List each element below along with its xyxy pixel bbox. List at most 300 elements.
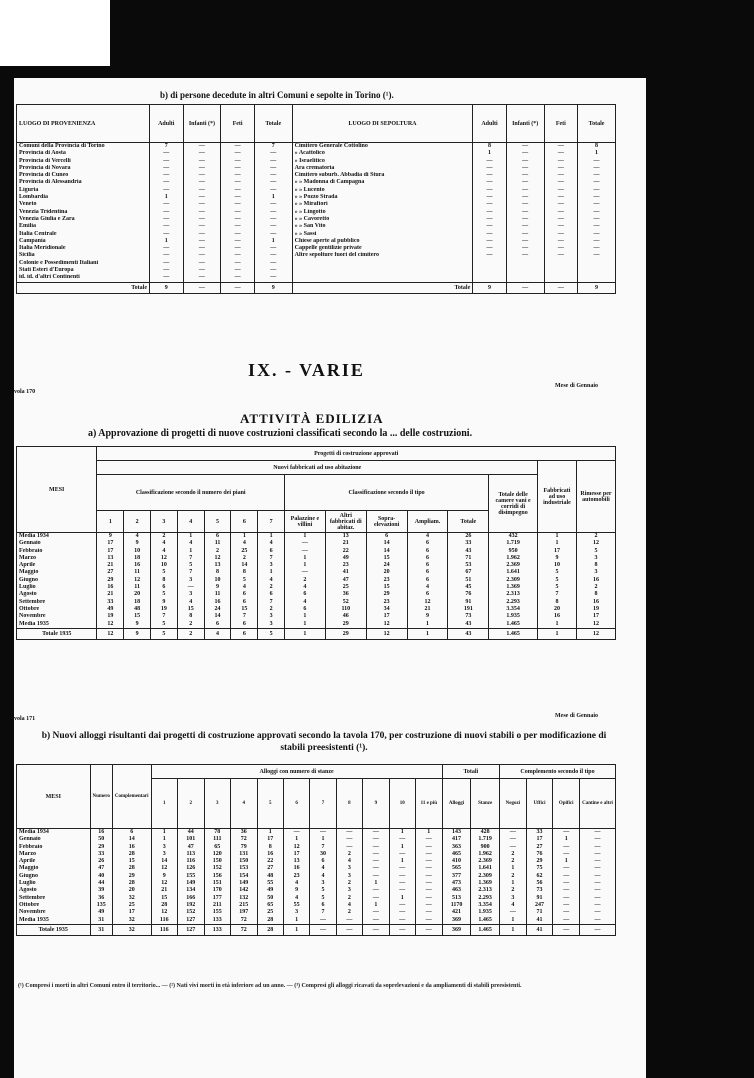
value-cell: 1 [499, 880, 526, 887]
value-cell: — [254, 252, 292, 259]
rooms-col: 11 e più [415, 779, 442, 829]
burials-row [17, 143, 616, 151]
value-cell: 15 [151, 895, 178, 902]
value-cell: 28 [112, 851, 151, 858]
value-cell: 5 [177, 562, 204, 569]
value-cell: 6 [407, 540, 448, 547]
value-cell: 153 [231, 865, 258, 872]
value-cell: 53 [448, 562, 489, 569]
value-cell: 1.962 [471, 851, 500, 858]
rooms-col: 8 [336, 779, 362, 829]
value-cell: — [499, 909, 526, 916]
total-cell: — [310, 924, 336, 935]
value-cell: — [254, 150, 292, 157]
value-cell: 116 [151, 917, 178, 925]
month-name: Settembre [17, 599, 97, 606]
empty-cell [578, 260, 616, 267]
value-cell: — [553, 895, 580, 902]
value-cell: — [221, 238, 255, 245]
value-cell: 19 [97, 613, 124, 620]
value-cell: 156 [204, 873, 231, 880]
value-cell: 2 [336, 895, 362, 902]
burials-row [17, 223, 616, 230]
value-cell: 7 [310, 909, 336, 916]
total-cell: — [544, 282, 578, 293]
month-name: Ottobre [17, 902, 91, 909]
value-cell: 152 [178, 909, 205, 916]
value-cell: 3 [258, 562, 285, 569]
value-cell: 149 [231, 880, 258, 887]
value-cell: 2.309 [471, 873, 500, 880]
value-cell: — [506, 252, 544, 259]
value-cell: — [149, 158, 183, 165]
value-cell: 20 [124, 591, 151, 598]
value-cell: 13 [97, 555, 124, 562]
value-cell: 14 [204, 613, 231, 620]
value-cell: 20 [538, 606, 577, 613]
value-cell: — [544, 165, 578, 172]
value-cell: 78 [204, 829, 231, 837]
value-cell: 9 [124, 621, 151, 629]
value-cell: 30 [310, 851, 336, 858]
value-cell: — [473, 231, 507, 238]
value-cell: 2 [258, 606, 285, 613]
month-name: Aprile [17, 858, 91, 865]
value-cell: 6 [310, 902, 336, 909]
value-cell: 14 [366, 548, 407, 555]
floors-col-3: 3 [151, 511, 178, 533]
value-cell: 17 [112, 909, 151, 916]
burials-row [17, 201, 616, 208]
burial-place-name: Cimitero suburb. Abbadia di Stura [292, 172, 473, 179]
construction-row [17, 540, 616, 547]
value-cell: 21 [151, 887, 178, 894]
col-totale: Totale [254, 105, 292, 143]
value-cell: 5 [151, 591, 178, 598]
value-cell: 10 [538, 562, 577, 569]
value-cell: 12 [97, 621, 124, 629]
value-cell: — [254, 223, 292, 230]
total-cell: 9 [473, 282, 507, 293]
value-cell: 6 [407, 548, 448, 555]
value-cell: 12 [576, 621, 615, 629]
value-cell: 45 [448, 584, 489, 591]
value-cell: 50 [90, 836, 112, 843]
value-cell: 8 [151, 577, 178, 584]
value-cell: — [578, 165, 616, 172]
value-cell: 48 [124, 606, 151, 613]
value-cell: 197 [231, 909, 258, 916]
floors-col-7: 7 [258, 511, 285, 533]
value-cell: 49 [90, 909, 112, 916]
value-cell: — [578, 201, 616, 208]
value-cell: 4 [336, 858, 362, 865]
burial-place-name: » » Cavoretto [292, 216, 473, 223]
value-cell: 247 [526, 902, 553, 909]
value-cell: 1 [389, 858, 415, 865]
month-name: Marzo [17, 851, 91, 858]
value-cell: 150 [204, 858, 231, 865]
value-cell: — [415, 858, 442, 865]
empty-cell [292, 260, 473, 267]
value-cell: 19 [576, 606, 615, 613]
total-cell: 127 [178, 924, 205, 935]
total-cell: 1 [538, 628, 577, 639]
value-cell: 27 [526, 844, 553, 851]
complement-col: Uffici [526, 779, 553, 829]
value-cell: 26 [90, 858, 112, 865]
new-dwellings-table [16, 764, 616, 936]
burials-row [17, 209, 616, 216]
floors-col-2: 2 [124, 511, 151, 533]
provenance-name: Venezia Tridentina [17, 209, 150, 216]
garages-header: Rimesse per automobili [576, 461, 615, 533]
total-cell: 2 [177, 628, 204, 639]
dwellings-row [17, 844, 616, 851]
value-cell: — [254, 158, 292, 165]
burials-row [17, 260, 616, 267]
value-cell: 3 [177, 591, 204, 598]
value-cell: 1 [151, 836, 178, 843]
scan-border-right [640, 0, 754, 1078]
value-cell: 12 [366, 621, 407, 629]
value-cell: 463 [442, 887, 471, 894]
value-cell: — [183, 158, 221, 165]
value-cell: — [221, 143, 255, 151]
burial-place-name: Altre sepolture fuori del cimitero [292, 252, 473, 259]
month-name: Maggio [17, 569, 97, 576]
value-cell: — [221, 245, 255, 252]
value-cell: 25 [325, 584, 366, 591]
value-cell: 6 [284, 606, 325, 613]
value-cell: 16 [97, 584, 124, 591]
value-cell: — [183, 274, 221, 282]
value-cell: — [149, 179, 183, 186]
value-cell: 142 [231, 887, 258, 894]
burial-place-name: » » Lingotto [292, 209, 473, 216]
floors-col-6: 6 [231, 511, 258, 533]
burial-place-name: Cimitero Generale Cottolino [292, 143, 473, 151]
value-cell: — [580, 887, 616, 894]
value-cell: — [183, 209, 221, 216]
value-cell: — [183, 238, 221, 245]
value-cell: 6 [407, 555, 448, 562]
value-cell: 23 [325, 562, 366, 569]
value-cell: — [389, 873, 415, 880]
month-name: Novembre [17, 613, 97, 620]
value-cell: — [578, 158, 616, 165]
construction-row [17, 533, 616, 541]
value-cell: 4 [177, 540, 204, 547]
value-cell: — [415, 844, 442, 851]
value-cell: 1.465 [489, 621, 538, 629]
value-cell: 32 [112, 895, 151, 902]
value-cell: 13 [325, 533, 366, 541]
value-cell: — [578, 216, 616, 223]
value-cell: 15 [112, 858, 151, 865]
value-cell: — [389, 902, 415, 909]
burials-row [17, 274, 616, 282]
value-cell: — [363, 851, 389, 858]
value-cell: 1 [257, 829, 283, 837]
month-name: Novembre [17, 909, 91, 916]
value-cell: 76 [448, 591, 489, 598]
value-cell: — [221, 194, 255, 201]
chapter-title: IX. - VARIE [248, 360, 365, 380]
value-cell: 7 [258, 555, 285, 562]
value-cell: — [506, 231, 544, 238]
value-cell: 11 [124, 569, 151, 576]
value-cell: 12 [151, 909, 178, 916]
value-cell: 2 [499, 858, 526, 865]
value-cell: — [149, 216, 183, 223]
value-cell: 6 [407, 591, 448, 598]
total-cell: 1.465 [489, 628, 538, 639]
value-cell: — [580, 895, 616, 902]
empty-cell [473, 274, 507, 282]
value-cell: 18 [124, 555, 151, 562]
value-cell: — [473, 179, 507, 186]
value-cell: 1 [254, 238, 292, 245]
value-cell: 1 [363, 902, 389, 909]
value-cell: — [473, 201, 507, 208]
value-cell: — [254, 260, 292, 267]
scan-border-left [0, 66, 14, 1078]
burials-row [17, 216, 616, 223]
value-cell: 432 [489, 533, 538, 541]
floors-class-header: Classificazione secondo il numero dei piani [97, 475, 285, 511]
value-cell: 39 [90, 887, 112, 894]
value-cell: 2 [576, 584, 615, 591]
value-cell: — [578, 187, 616, 194]
dwellings-row [17, 858, 616, 865]
value-cell: 170 [204, 887, 231, 894]
value-cell: 1170 [442, 902, 471, 909]
value-cell: 2.313 [489, 591, 538, 598]
type-class-header: Classificazione secondo il tipo [284, 475, 488, 511]
value-cell: — [506, 179, 544, 186]
value-cell: — [254, 179, 292, 186]
value-cell: 1 [284, 533, 325, 541]
value-cell: 166 [178, 895, 205, 902]
value-cell: — [149, 150, 183, 157]
value-cell: 15 [177, 606, 204, 613]
value-cell: 1 [407, 621, 448, 629]
value-cell: 8 [473, 143, 507, 151]
value-cell: 12 [151, 555, 178, 562]
value-cell: 4 [407, 584, 448, 591]
total-cell: — [415, 924, 442, 935]
value-cell: 4 [177, 599, 204, 606]
empty-cell [292, 274, 473, 282]
value-cell: — [544, 209, 578, 216]
value-cell: 1 [538, 540, 577, 547]
value-cell: 950 [489, 548, 538, 555]
totals-col: Alloggi [442, 779, 471, 829]
value-cell: 47 [325, 577, 366, 584]
value-cell: 25 [257, 909, 283, 916]
value-cell: 51 [448, 577, 489, 584]
value-cell: 133 [204, 917, 231, 925]
value-cell: — [506, 238, 544, 245]
value-cell: 5 [310, 895, 336, 902]
value-cell: — [183, 143, 221, 151]
empty-cell [473, 260, 507, 267]
value-cell: 41 [526, 917, 553, 925]
provenance-name: Italia Meridionale [17, 245, 150, 252]
dwellings-row [17, 873, 616, 880]
section-b-title: b) di persone decedute in altri Comuni e sepolte in Torino (¹). [160, 90, 394, 100]
value-cell: 1 [283, 836, 309, 843]
value-cell: 17 [257, 836, 283, 843]
value-cell: 3 [336, 865, 362, 872]
rooms-col: 9 [363, 779, 389, 829]
value-cell: — [363, 829, 389, 837]
total-cell: 5 [151, 628, 178, 639]
value-cell: 2.313 [471, 887, 500, 894]
value-cell: 65 [204, 844, 231, 851]
value-cell: 29 [112, 873, 151, 880]
value-cell: 28 [151, 902, 178, 909]
value-cell: 113 [178, 851, 205, 858]
empty-cell [506, 274, 544, 282]
value-cell: 1 [254, 194, 292, 201]
value-cell: 1 [389, 829, 415, 837]
value-cell: 191 [448, 606, 489, 613]
value-cell: 43 [448, 621, 489, 629]
burials-table [16, 104, 616, 294]
provenance-name: Comuni della Provincia di Torino [17, 143, 150, 151]
value-cell: 8 [578, 143, 616, 151]
value-cell: 71 [526, 909, 553, 916]
value-cell: 6 [231, 591, 258, 598]
value-cell: — [553, 909, 580, 916]
value-cell: 23 [366, 599, 407, 606]
value-cell: 4 [284, 599, 325, 606]
month-name: Luglio [17, 584, 97, 591]
value-cell: 12 [124, 577, 151, 584]
total-cell: 1 [499, 924, 526, 935]
floors-col-5: 5 [204, 511, 231, 533]
value-cell: — [389, 887, 415, 894]
rooms-col: 1 [151, 779, 178, 829]
value-cell: 56 [526, 880, 553, 887]
total-cell: 12 [366, 628, 407, 639]
value-cell: 154 [231, 873, 258, 880]
value-cell: 10 [204, 577, 231, 584]
value-cell: 1.719 [489, 540, 538, 547]
value-cell: 36 [325, 591, 366, 598]
dwellings-row [17, 865, 616, 872]
value-cell: 16 [112, 844, 151, 851]
value-cell: 900 [471, 844, 500, 851]
value-cell: — [544, 158, 578, 165]
value-cell: — [415, 880, 442, 887]
value-cell: — [149, 209, 183, 216]
value-cell: 10 [124, 548, 151, 555]
complement-col: Negozi [499, 779, 526, 829]
value-cell: — [544, 216, 578, 223]
burials-row [17, 165, 616, 172]
value-cell: 23 [283, 873, 309, 880]
value-cell: 49 [97, 606, 124, 613]
value-cell: 1 [553, 836, 580, 843]
value-cell: — [183, 231, 221, 238]
value-cell: — [183, 194, 221, 201]
value-cell: 6 [258, 591, 285, 598]
total-cell: — [336, 924, 362, 935]
value-cell: 25 [231, 548, 258, 555]
value-cell: 15 [231, 606, 258, 613]
value-cell: 7 [151, 613, 178, 620]
value-cell: — [506, 172, 544, 179]
value-cell: 6 [366, 533, 407, 541]
value-cell: 5 [151, 569, 178, 576]
value-cell: 152 [204, 865, 231, 872]
value-cell: 101 [178, 836, 205, 843]
value-cell: 6 [112, 829, 151, 837]
burials-body [17, 143, 616, 283]
value-cell: — [363, 909, 389, 916]
value-cell: 49 [257, 887, 283, 894]
value-cell: — [580, 880, 616, 887]
value-cell: 33 [90, 851, 112, 858]
type-col: Palazzine e villini [284, 511, 325, 533]
value-cell: — [473, 238, 507, 245]
value-cell: 9 [283, 887, 309, 894]
value-cell: 48 [257, 873, 283, 880]
burial-place-name: » » Pozzo Strada [292, 194, 473, 201]
value-cell: — [580, 909, 616, 916]
value-cell: 3 [576, 569, 615, 576]
value-cell: — [506, 143, 544, 151]
value-cell: — [149, 223, 183, 230]
value-cell: 143 [442, 829, 471, 837]
total-label: Totale 1935 [17, 924, 91, 935]
value-cell: — [149, 231, 183, 238]
value-cell: 7 [177, 555, 204, 562]
value-cell: — [221, 201, 255, 208]
value-cell: 2 [204, 548, 231, 555]
value-cell: 1 [177, 533, 204, 541]
burial-place-name: » » Mirafiori [292, 201, 473, 208]
total-cell: 43 [448, 628, 489, 639]
month-name: Giugno [17, 873, 91, 880]
value-cell: 91 [526, 895, 553, 902]
value-cell: 6 [407, 562, 448, 569]
dwellings-row [17, 902, 616, 909]
value-cell: 16 [538, 613, 577, 620]
value-cell: — [578, 179, 616, 186]
provenance-name: Veneto [17, 201, 150, 208]
value-cell: — [473, 223, 507, 230]
month-name: Settembre [17, 895, 91, 902]
value-cell: 14 [231, 562, 258, 569]
value-cell: 215 [231, 902, 258, 909]
value-cell: 192 [178, 902, 205, 909]
value-cell: 47 [90, 865, 112, 872]
value-cell: 465 [442, 851, 471, 858]
value-cell: — [389, 917, 415, 925]
value-cell: — [553, 865, 580, 872]
rooms-col: 4 [231, 779, 258, 829]
value-cell: — [310, 917, 336, 925]
construction-row [17, 577, 616, 584]
total-cell: — [363, 924, 389, 935]
value-cell: 27 [257, 865, 283, 872]
value-cell: 6 [231, 621, 258, 629]
value-cell: 1 [578, 150, 616, 157]
